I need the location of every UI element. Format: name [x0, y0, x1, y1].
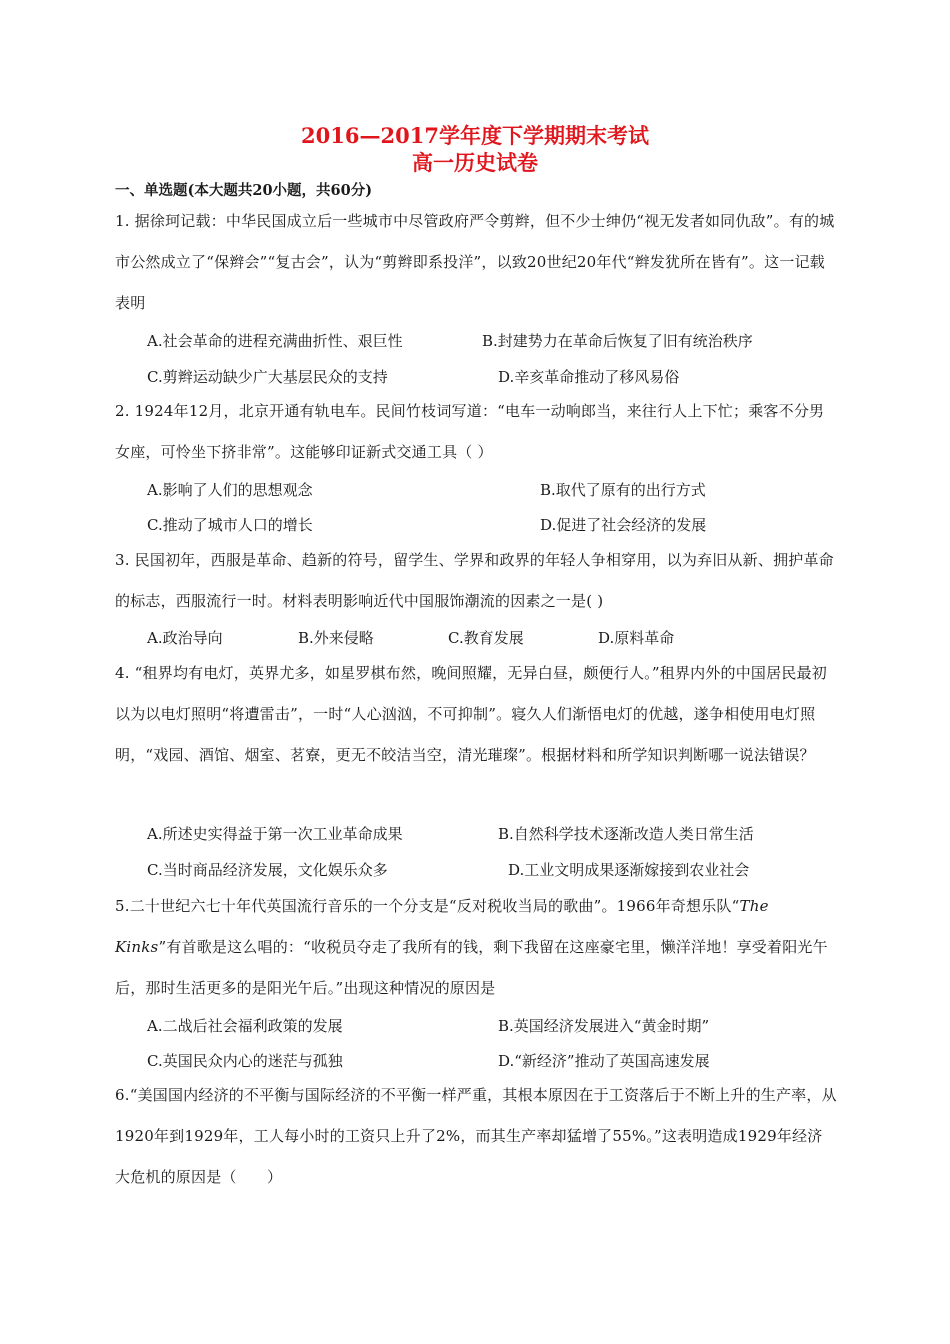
question-5-option-c: C.英国民众内心的迷茫与孤独	[147, 1052, 343, 1070]
question-3-option-c: C.教育发展	[448, 629, 524, 647]
question-1-option-d: D.辛亥革命推动了移风易俗	[498, 368, 680, 386]
question-1-option-c: C.剪辫运动缺少广大基层民众的支持	[147, 368, 388, 386]
question-5-stem-part-1: 5.二十世纪六七十年代英国流行音乐的一个分支是“反对税收当局的歌曲”。1966年奇想乐队“	[115, 897, 740, 915]
exam-title: 2016—2017学年度下学期期末考试	[301, 123, 649, 148]
question-4-option-d: D.工业文明成果逐渐嫁接到农业社会	[508, 861, 750, 879]
question-2-option-c: C.推动了城市人口的增长	[147, 516, 313, 534]
exam-subtitle: 高一历史试卷	[412, 150, 538, 175]
question-2-option-b: B.取代了原有的出行方式	[540, 481, 706, 499]
question-3-option-b: B.外来侵略	[298, 629, 374, 647]
question-1-option-a: A.社会革命的进程充满曲折性、艰巨性	[147, 332, 403, 350]
question-5-stem-part-2: ”有首歌是这么唱的：“收税员夺走了我所有的钱，剩下我留在这座豪宅里，懒洋洋地！享受着阳光午后，那时生活更多的是阳光午后。”出现这种情况的原因是	[115, 938, 828, 997]
section-heading: 一、单选题(本大题共20小题，共60分)	[115, 182, 373, 199]
question-4-stem: 4. “租界均有电灯，英界尤多，如星罗棋布然，晚间照耀，无异白昼，颇便行人。”租界内外的中国居民最初以为以电灯照明“将遭雷击”，一时“人心汹汹，不可抑制”。寝久人们渐悟电灯的优越，遂争相使用电灯照明，“戏园、酒馆、烟室、茗寮，更无不皎洁当空，清光璀璨”。根据材料和所学知识判断哪一说法错误？	[115, 664, 827, 764]
question-6-stem: 6.“美国国内经济的不平衡与国际经济的不平衡一样严重，其根本原因在于工资落后于不断上升的生产率，从1920年到1929年，工人每小时的工资只上升了2%，而其生产率却猛增了55%。”这表明造成1929年经济大危机的原因是（ ）	[115, 1086, 837, 1186]
question-2-stem: 2. 1924年12月，北京开通有轨电车。民间竹枝词写道：“电车一动响郎当，来往行人上下忙；乘客不分男女座，可怜坐下挤非常”。这能够印证新式交通工具（ ）	[115, 402, 825, 461]
question-5-band-name: The Kinks	[115, 897, 769, 956]
question-5-option-b: B.英国经济发展进入“黄金时期”	[498, 1017, 710, 1035]
question-5-option-a: A.二战后社会福利政策的发展	[147, 1017, 343, 1035]
question-4-option-c: C.当时商品经济发展，文化娱乐众多	[147, 861, 388, 879]
question-5-stem	[115, 886, 837, 1009]
question-4-option-b: B.自然科学技术逐渐改造人类日常生活	[498, 825, 754, 843]
question-3-option-d: D.原料革命	[598, 629, 675, 647]
question-2-option-d: D.促进了社会经济的发展	[540, 516, 707, 534]
question-4-option-a: A.所述史实得益于第一次工业革命成果	[147, 825, 403, 843]
question-5-option-d: D.“新经济”推动了英国高速发展	[498, 1052, 710, 1070]
question-1-option-b: B.封建势力在革命后恢复了旧有统治秩序	[482, 332, 753, 350]
question-2-option-a: A.影响了人们的思想观念	[147, 481, 313, 499]
question-3-stem: 3. 民国初年，西服是革命、趋新的符号，留学生、学界和政界的年轻人争相穿用，以为弃旧从新、拥护革命的标志，西服流行一时。材料表明影响近代中国服饰潮流的因素之一是( )	[115, 551, 834, 610]
question-3-option-a: A.政治导向	[147, 629, 223, 647]
question-1-stem: 1. 据徐珂记载：中华民国成立后一些城市中尽管政府严令剪辫，但不少士绅仍“视无发者如同仇敌”。有的城市公然成立了“保辫会”“复古会”，认为“剪辫即系投洋”，以致20世纪20年代“辫发犹所在皆有”。这一记载表明	[115, 212, 835, 312]
